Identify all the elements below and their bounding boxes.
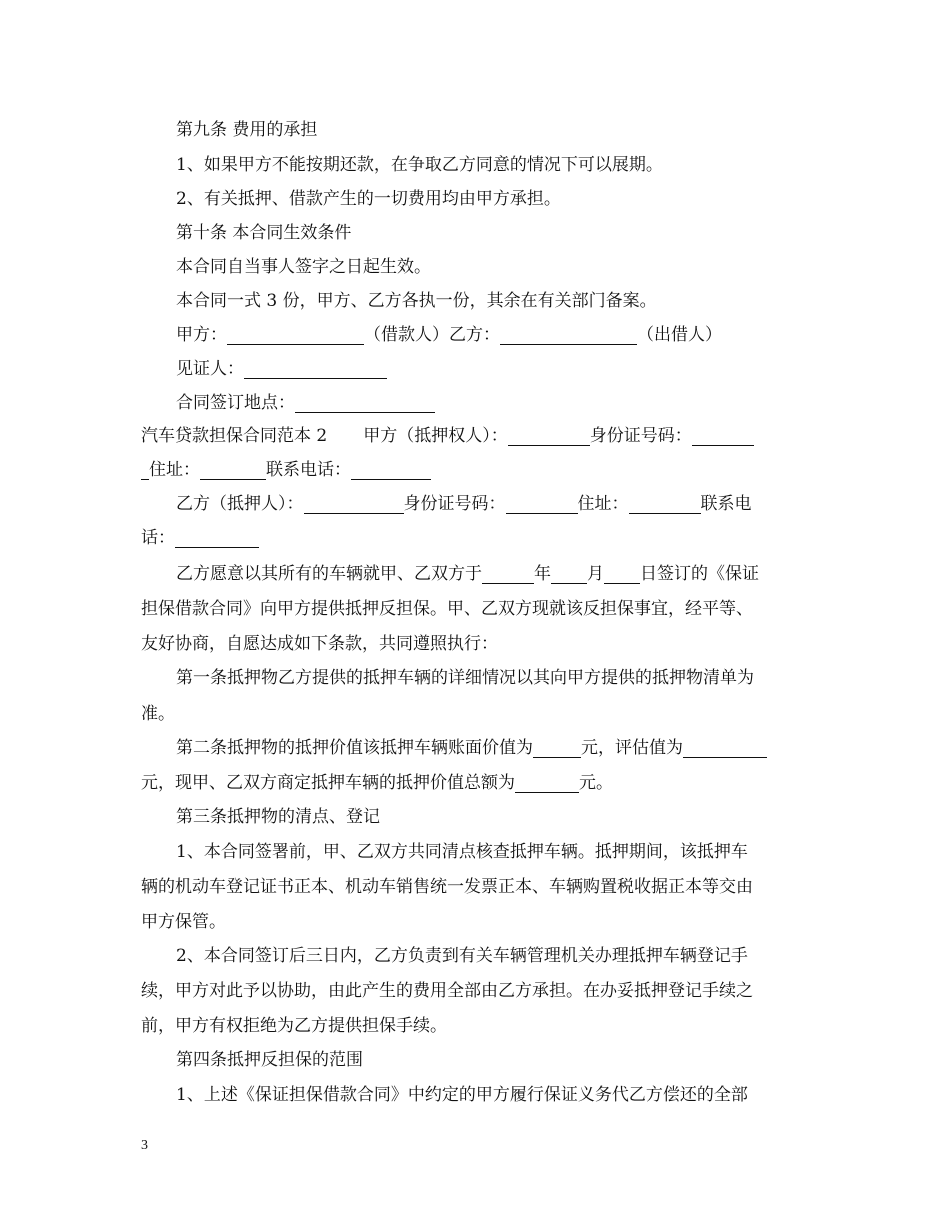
lender-label: （出借人） xyxy=(637,325,722,345)
mortgagee-label: 甲方（抵押权人）： xyxy=(363,426,508,446)
article-2-line xyxy=(176,738,767,758)
text-segment: 元，现甲、乙双方商定抵押车辆的抵押价值总额为 xyxy=(141,773,515,793)
blank-field xyxy=(351,461,431,480)
mortgagor-line xyxy=(176,494,752,514)
address-phone-line xyxy=(141,460,431,480)
party-a-label: 甲方： xyxy=(176,325,227,345)
template-2-header-line xyxy=(141,426,754,446)
blank-field xyxy=(227,326,364,345)
blank-field xyxy=(629,495,701,514)
text-segment: 元，评估值为 xyxy=(581,738,683,758)
paragraph-line: 续，甲方对此予以协助，由此产生的费用全部由乙方承担。在办妥抵押登记手续之 xyxy=(141,981,753,1001)
borrower-label: （借款人）乙方： xyxy=(364,325,500,345)
signing-place-label: 合同签订地点： xyxy=(176,393,295,413)
paragraph-line: 友好协商，自愿达成如下条款，共同遵照执行： xyxy=(141,634,498,654)
phone-continuation-line xyxy=(141,528,259,548)
text-segment: 元。 xyxy=(579,773,613,793)
blank-field xyxy=(692,427,754,446)
paragraph-line: 1、上述《保证担保借款合同》中约定的甲方履行保证义务代乙方偿还的全部 xyxy=(176,1085,748,1105)
id-number-label: 身份证号码： xyxy=(589,426,692,446)
article-1-line: 第一条抵押物乙方提供的抵押车辆的详细情况以其向甲方提供的抵押物清单为 xyxy=(176,668,754,688)
id-number-label: 身份证号码： xyxy=(403,494,506,514)
witness-line xyxy=(176,359,387,379)
paragraph-line: 1、如果甲方不能按期还款，在争取乙方同意的情况下可以展期。 xyxy=(176,155,663,175)
paragraph-line: 1、本合同签署前，甲、乙双方共同清点核查抵押车辆。抵押期间，该抵押车 xyxy=(176,842,748,862)
address-label: 住址： xyxy=(149,460,200,480)
article-10-heading: 第十条 本合同生效条件 xyxy=(176,223,352,243)
blank-field xyxy=(141,461,149,480)
text-segment: 乙方愿意以其所有的车辆就甲、乙双方于 xyxy=(176,564,482,584)
signing-place-line xyxy=(176,393,435,413)
article-3-heading: 第三条抵押物的清点、登记 xyxy=(176,807,380,827)
paragraph-line xyxy=(141,773,613,793)
phone-label: 联系电话： xyxy=(266,460,351,480)
blank-field xyxy=(515,774,579,793)
phone-label-part: 话： xyxy=(141,528,175,548)
article-4-heading: 第四条抵押反担保的范围 xyxy=(176,1050,363,1070)
text-segment: 月 xyxy=(587,564,604,584)
blank-field xyxy=(604,565,640,584)
address-label: 住址： xyxy=(577,494,629,514)
blank-field xyxy=(175,529,259,548)
text-segment: 年 xyxy=(534,564,551,584)
blank-field xyxy=(304,495,404,514)
paragraph-line: 2、有关抵押、借款产生的一切费用均由甲方承担。 xyxy=(176,189,561,209)
paragraph-line: 本合同一式 3 份，甲方、乙方各执一份，其余在有关部门备案。 xyxy=(176,291,657,311)
witness-label: 见证人： xyxy=(176,359,244,379)
paragraph-line: 辆的机动车登记证书正本、机动车销售统一发票正本、车辆购置税收据正本等交由 xyxy=(141,877,753,897)
text-segment: 第二条抵押物的抵押价值该抵押车辆账面价值为 xyxy=(176,738,533,758)
article-9-heading: 第九条 费用的承担 xyxy=(176,120,318,140)
paragraph-line xyxy=(176,564,759,584)
signature-line-parties xyxy=(176,325,722,345)
paragraph-line: 前，甲方有权拒绝为乙方提供担保手续。 xyxy=(141,1016,447,1036)
paragraph-line: 本合同自当事人签字之日起生效。 xyxy=(176,257,431,277)
blank-field xyxy=(482,565,534,584)
blank-field xyxy=(500,326,637,345)
blank-field xyxy=(244,360,387,379)
paragraph-line: 担保借款合同》向甲方提供抵押反担保。甲、乙双方现就该反担保事宜，经平等、 xyxy=(141,599,753,619)
paragraph-line: 2、本合同签订后三日内，乙方负责到有关车辆管理机关办理抵押车辆登记手 xyxy=(176,946,748,966)
blank-field xyxy=(683,739,767,758)
blank-field xyxy=(506,495,578,514)
mortgagor-label: 乙方（抵押人）： xyxy=(176,494,304,514)
blank-field xyxy=(551,565,587,584)
blank-field xyxy=(508,427,590,446)
text-segment: 日签订的《保证 xyxy=(640,564,759,584)
blank-field xyxy=(295,394,435,413)
page-number: 3 xyxy=(141,1138,148,1153)
phone-label-part: 联系电 xyxy=(700,494,752,514)
blank-field xyxy=(533,739,581,758)
paragraph-line: 准。 xyxy=(141,704,175,724)
paragraph-line: 甲方保管。 xyxy=(141,912,226,932)
blank-field xyxy=(200,461,266,480)
template-title: 汽车贷款担保合同范本 2 xyxy=(141,426,328,446)
